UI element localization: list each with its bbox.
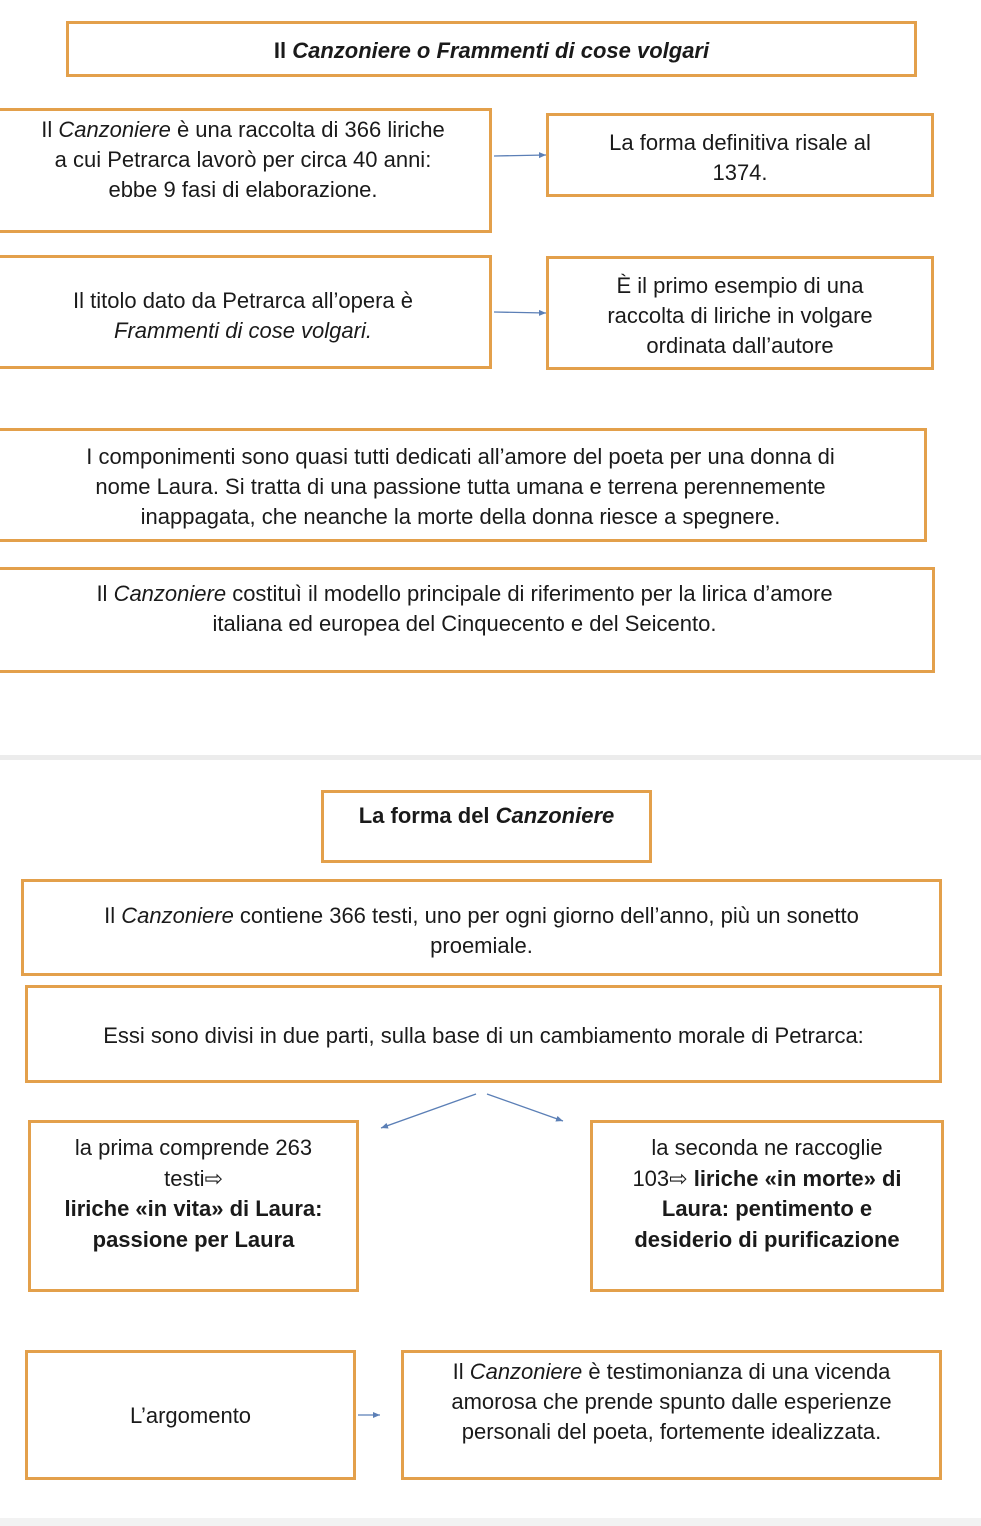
- forma-definitiva-line1: La forma definitiva risale al: [609, 130, 871, 155]
- forma-definitiva-line2: 1374.: [712, 160, 768, 185]
- primo-esempio-line3: ordinata dall’autore: [646, 333, 834, 358]
- raccolta-line3: ebbe 9 fasi di elaborazione.: [108, 177, 378, 202]
- titolo-line1: Il titolo dato da Petrarca all’opera è: [73, 288, 413, 313]
- prima-line2: testi⇨: [164, 1165, 223, 1191]
- arrow-raccolta-to-forma: [494, 155, 546, 156]
- raccolta-line1: Il Canzoniere è una raccolta di 366 liriche: [41, 117, 445, 142]
- titolo-line2: Frammenti di cose volgari.: [114, 318, 372, 343]
- arrow-divisi-to-seconda: [487, 1094, 563, 1121]
- testimonianza-line1: Il Canzoniere è testimonianza di una vicenda: [452, 1359, 891, 1384]
- primo-esempio-line2: raccolta di liriche in volgare: [607, 303, 873, 328]
- prima-line1: la prima comprende 263: [74, 1135, 313, 1160]
- prima-line4: passione per Laura: [92, 1226, 295, 1252]
- componimenti-line1: I componimenti sono quasi tutti dedicati all’amore del poeta per una donna di: [86, 444, 835, 469]
- testimonianza-line3: personali del poeta, fortemente idealizzata.: [461, 1419, 882, 1444]
- arrow-divisi-to-prima: [381, 1094, 476, 1128]
- raccolta-line2: a cui Petrarca lavorò per circa 40 anni:: [54, 147, 432, 172]
- modello-line2: italiana ed europea del Cinquecento e del Seicento.: [212, 611, 717, 636]
- componimenti-line2: nome Laura. Si tratta di una passione tutta umana e terrena perennemente: [95, 474, 826, 499]
- seconda-line4: desiderio di purificazione: [634, 1226, 900, 1252]
- main-title: Il Canzoniere o Frammenti di cose volgari: [273, 38, 710, 63]
- seconda-line2: 103⇨ liriche «in morte» di: [632, 1165, 902, 1191]
- testimonianza-line2: amorosa che prende spunto dalle esperienze: [451, 1389, 892, 1414]
- contiene-line1: Il Canzoniere contiene 366 testi, uno per ogni giorno dell’anno, più un sonetto: [104, 903, 859, 928]
- seconda-line3: Laura: pentimento e: [661, 1196, 873, 1221]
- arrow-titolo-to-esempio: [494, 312, 546, 313]
- componimenti-line3: inappagata, che neanche la morte della donna riesce a spegnere.: [140, 504, 781, 529]
- divisi-line1: Essi sono divisi in due parti, sulla base di un cambiamento morale di Petrarca:: [103, 1023, 864, 1048]
- forma-title: La forma del Canzoniere: [358, 803, 615, 828]
- primo-esempio-line1: È il primo esempio di una: [616, 273, 864, 298]
- contiene-line2: proemiale.: [430, 933, 533, 958]
- seconda-line1: la seconda ne raccoglie: [651, 1135, 883, 1160]
- modello-line1: Il Canzoniere costituì il modello principale di riferimento per la lirica d’amore: [96, 581, 833, 606]
- argomento-label: L’argomento: [129, 1403, 252, 1428]
- prima-line3: liriche «in vita» di Laura:: [64, 1196, 323, 1221]
